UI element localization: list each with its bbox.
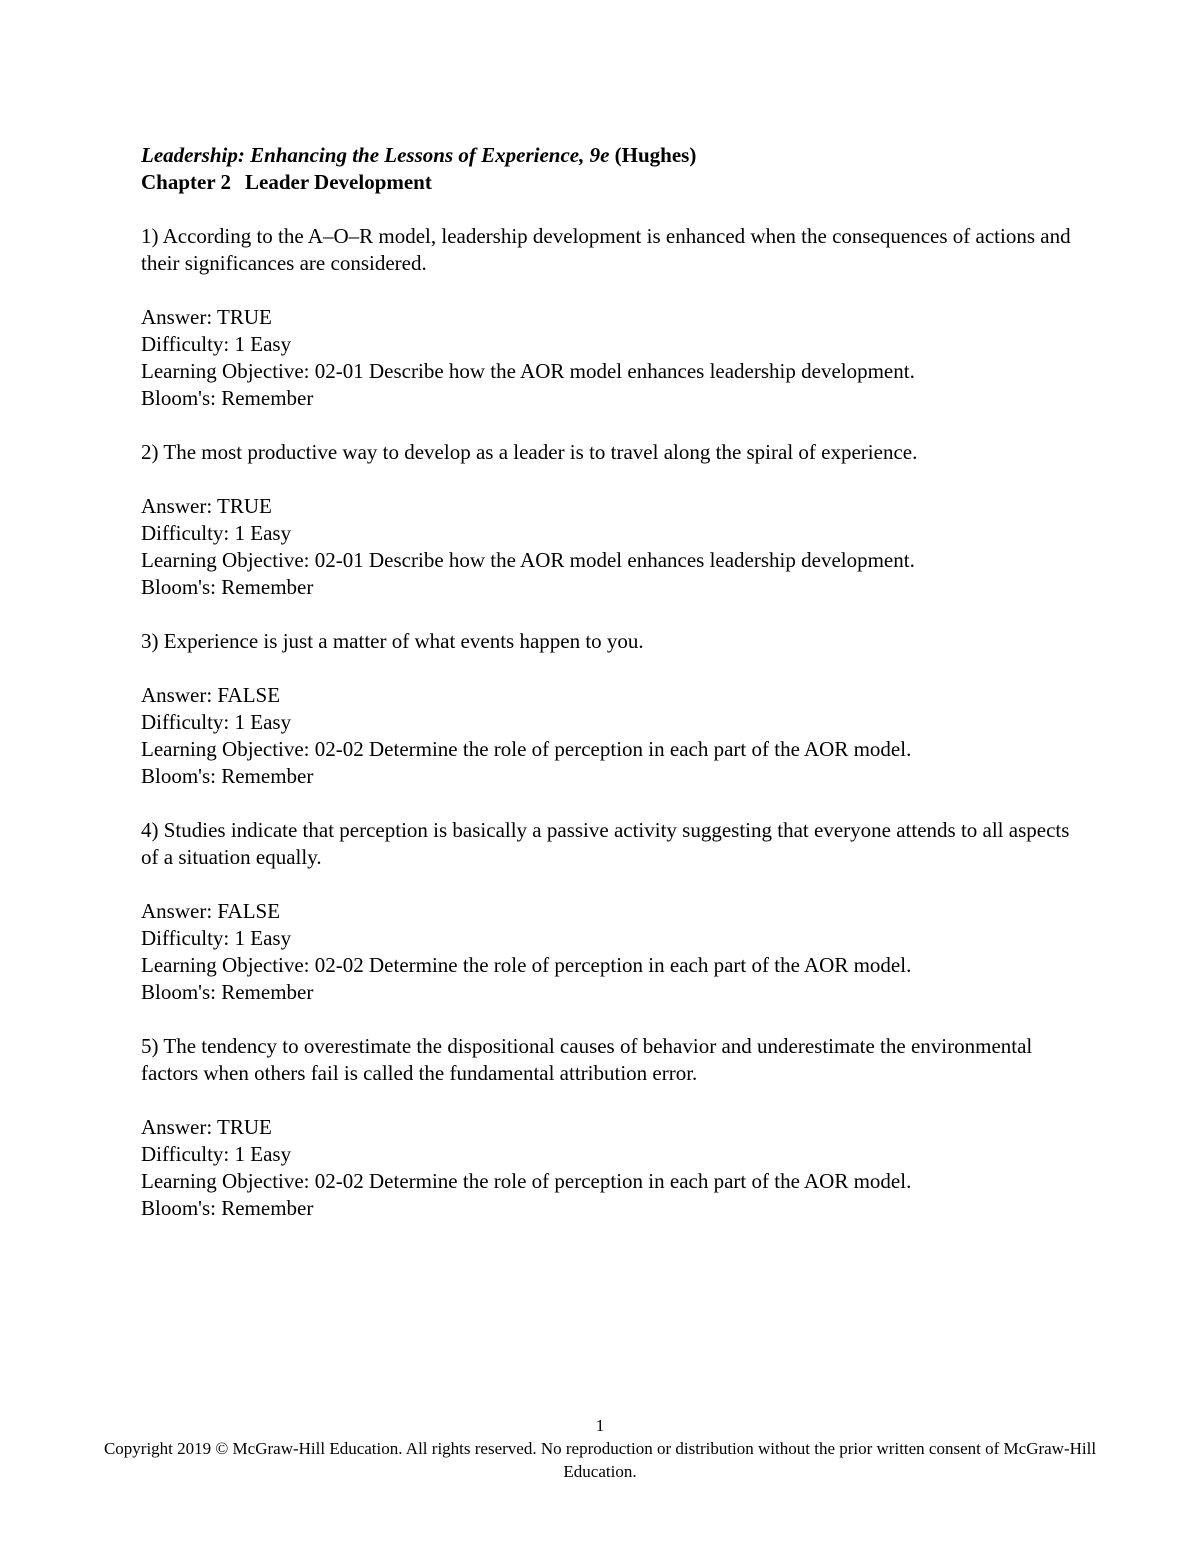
page-footer xyxy=(100,1414,1100,1483)
chapter-number: Chapter 2 xyxy=(141,170,232,194)
question-difficulty: Difficulty: 1 Easy xyxy=(141,710,292,734)
page-number: 1 xyxy=(595,1416,605,1435)
chapter-title: Leader Development xyxy=(245,170,432,194)
question-bloom: Bloom's: Remember xyxy=(141,1196,314,1220)
question-bloom: Bloom's: Remember xyxy=(141,575,314,599)
question-answer: Answer: TRUE xyxy=(141,494,272,518)
question-answer: Answer: FALSE xyxy=(141,683,281,707)
question-text: 1) According to the A–O–R model, leadership development is enhanced when the consequences of actions and their significances are considered. xyxy=(141,224,1071,275)
question-text: 4) Studies indicate that perception is basically a passive activity suggesting that everyone attends to all aspects of a situation equally. xyxy=(141,818,1070,869)
book-title xyxy=(141,142,1071,169)
question-difficulty: Difficulty: 1 Easy xyxy=(141,521,292,545)
question-difficulty: Difficulty: 1 Easy xyxy=(141,332,292,356)
question-answer: Answer: TRUE xyxy=(141,305,272,329)
question-objective: Learning Objective: 02-02 Determine the role of perception in each part of the AOR model. xyxy=(141,1169,912,1193)
question-difficulty: Difficulty: 1 Easy xyxy=(141,926,292,950)
question-objective: Learning Objective: 02-02 Determine the role of perception in each part of the AOR model. xyxy=(141,953,912,977)
question-objective: Learning Objective: 02-02 Determine the role of perception in each part of the AOR model. xyxy=(141,737,912,761)
question-item xyxy=(141,628,1071,790)
question-item xyxy=(141,1033,1071,1222)
question-answer: Answer: FALSE xyxy=(141,899,281,923)
question-item xyxy=(141,223,1071,412)
question-bloom: Bloom's: Remember xyxy=(141,764,314,788)
question-item xyxy=(141,817,1071,1006)
question-bloom: Bloom's: Remember xyxy=(141,980,314,1004)
question-difficulty: Difficulty: 1 Easy xyxy=(141,1142,292,1166)
book-author: (Hughes) xyxy=(609,143,697,167)
question-text: 2) The most productive way to develop as a leader is to travel along the spiral of experience. xyxy=(141,440,918,464)
book-title-italic: Leadership: Enhancing the Lessons of Experience, 9e xyxy=(141,143,610,167)
question-item xyxy=(141,439,1071,601)
question-objective: Learning Objective: 02-01 Describe how the AOR model enhances leadership development. xyxy=(141,548,915,572)
copyright-notice: Copyright 2019 © McGraw-Hill Education. All rights reserved. No reproduction or distribution without the prior written consent of McGraw-Hill Education. xyxy=(103,1439,1097,1481)
chapter-heading xyxy=(141,169,1071,196)
question-text: 3) Experience is just a matter of what events happen to you. xyxy=(141,629,644,653)
question-answer: Answer: TRUE xyxy=(141,1115,272,1139)
question-text: 5) The tendency to overestimate the dispositional causes of behavior and underestimate the environmental factors when others fail is called the fundamental attribution error. xyxy=(141,1034,1033,1085)
question-bloom: Bloom's: Remember xyxy=(141,386,314,410)
document-body xyxy=(141,142,1071,1249)
question-objective: Learning Objective: 02-01 Describe how the AOR model enhances leadership development. xyxy=(141,359,915,383)
